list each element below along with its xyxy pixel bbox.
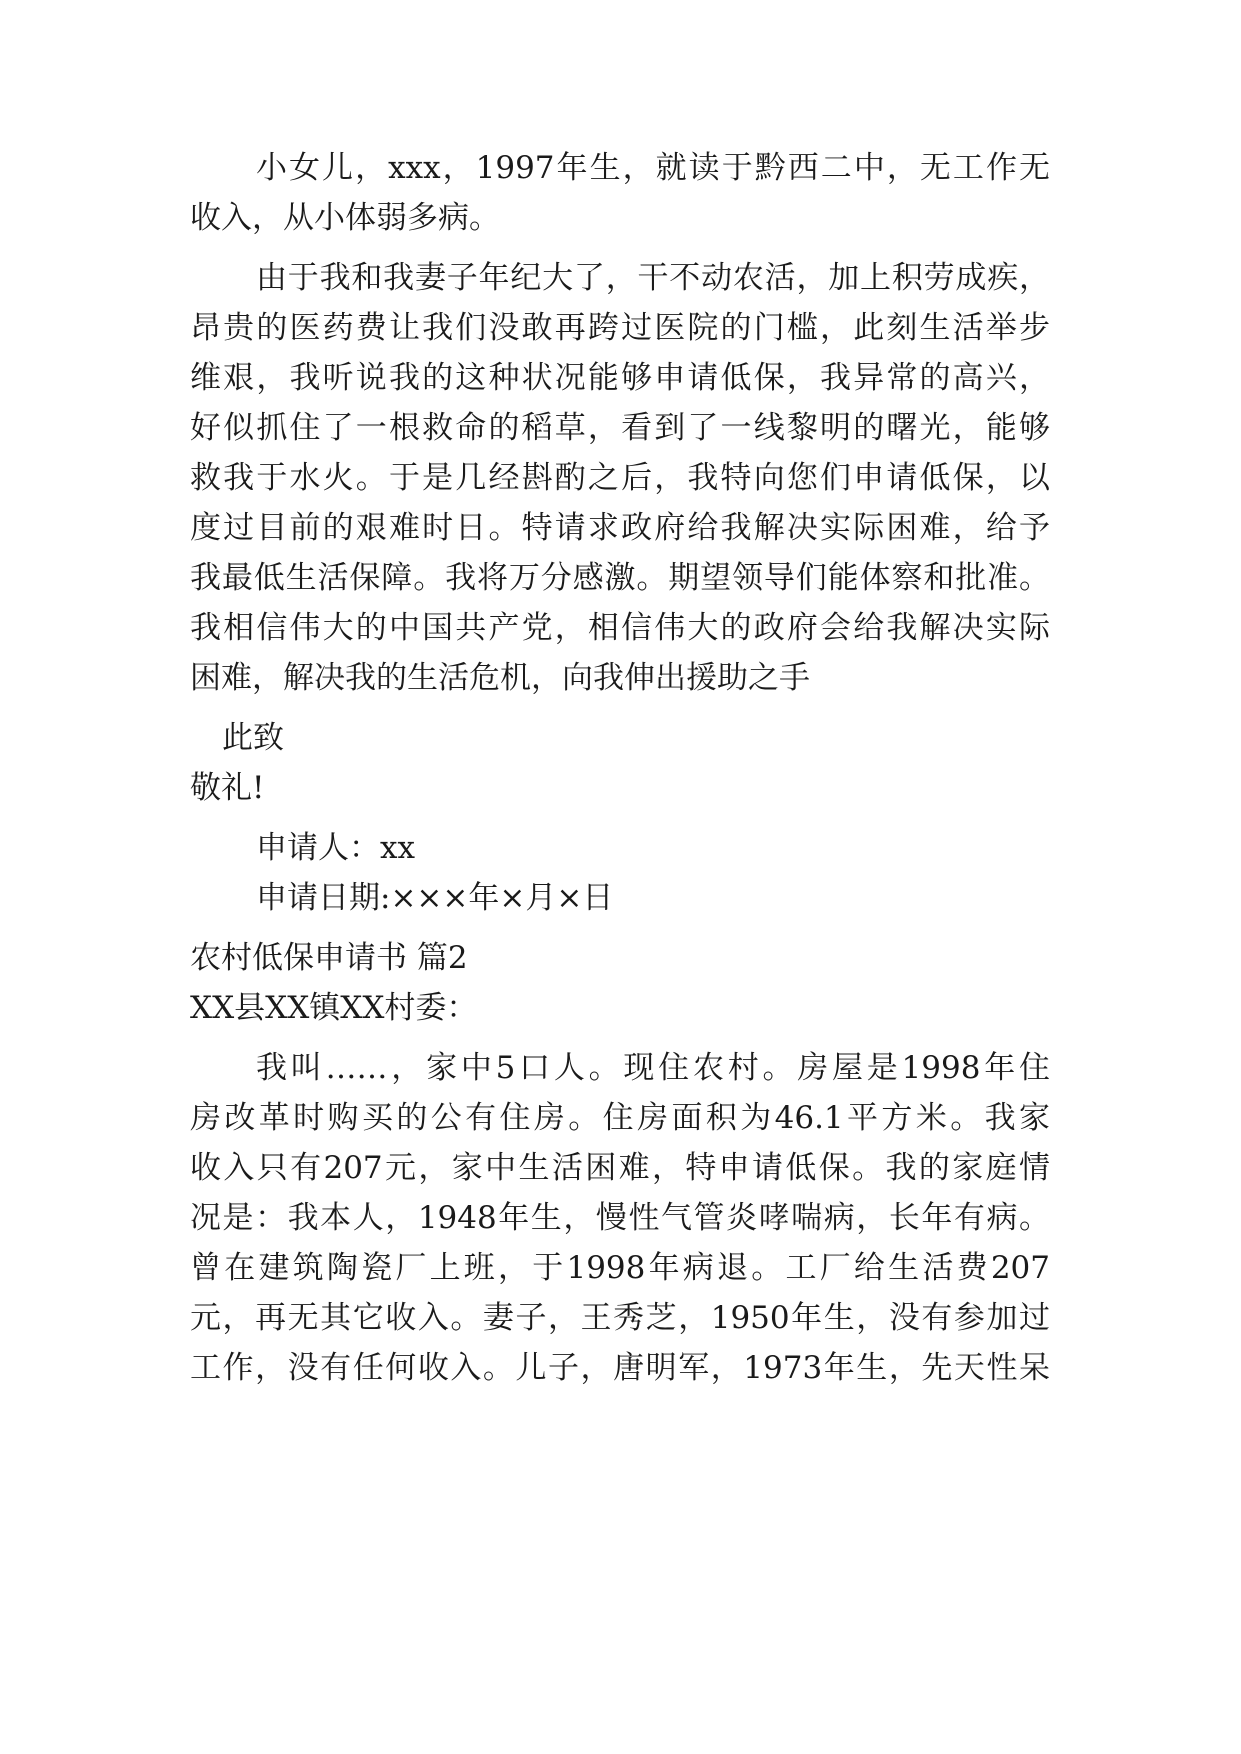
paragraph-line: 我叫……，家中5口人。现住农村。房屋是1998年住 [256,1050,1050,1086]
paragraph-line: 我最低生活保障。我将万分感激。期望领导们能体察和批准。 [190,560,1050,596]
paragraph-line: 救我于水火。于是几经斟酌之后，我特向您们申请低保，以 [190,460,1050,496]
section-title: 农村低保申请书 篇2 [190,940,468,976]
paragraph-line: 况是：我本人，1948年生，慢性气管炎哮喘病，长年有病。 [190,1200,1050,1236]
applicant-name: 申请人：xx [256,830,415,866]
paragraph-line: 困难，解决我的生活危机，向我伸出援助之手 [190,660,810,696]
paragraph-line: 昂贵的医药费让我们没敢再跨过医院的门槛，此刻生活举步 [190,310,1050,346]
paragraph-line: 工作，没有任何收入。儿子，唐明军，1973年生，先天性呆 [190,1350,1050,1386]
paragraph-line: 房改革时购买的公有住房。住房面积为46.1平方米。我家 [190,1100,1050,1136]
paragraph-line: 度过目前的艰难时日。特请求政府给我解决实际困难，给予 [190,510,1050,546]
closing-salutation: 此致 [222,720,284,756]
paragraph-line: 曾在建筑陶瓷厂上班，于1998年病退。工厂给生活费207 [190,1250,1050,1286]
paragraph-line: 收入，从小体弱多病。 [190,200,500,236]
paragraph-line: 好似抓住了一根救命的稻草，看到了一线黎明的曙光，能够 [190,410,1050,446]
paragraph-line: 维艰，我听说我的这种状况能够申请低保，我异常的高兴， [190,360,1050,396]
paragraph-line: 由于我和我妻子年纪大了，干不动农活，加上积劳成疾， [256,260,1050,296]
paragraph-line: 小女儿，xxx，1997年生，就读于黔西二中，无工作无 [256,150,1050,186]
addressee: XX县XX镇XX村委： [190,990,478,1026]
paragraph-line: 收入只有207元，家中生活困难，特申请低保。我的家庭情 [190,1150,1050,1186]
paragraph-line: 我相信伟大的中国共产党，相信伟大的政府会给我解决实际 [190,610,1050,646]
closing-regards: 敬礼! [190,770,265,806]
application-date: 申请日期:×××年×月×日 [256,880,614,916]
paragraph-line: 元，再无其它收入。妻子，王秀芝，1950年生，没有参加过 [190,1300,1050,1336]
